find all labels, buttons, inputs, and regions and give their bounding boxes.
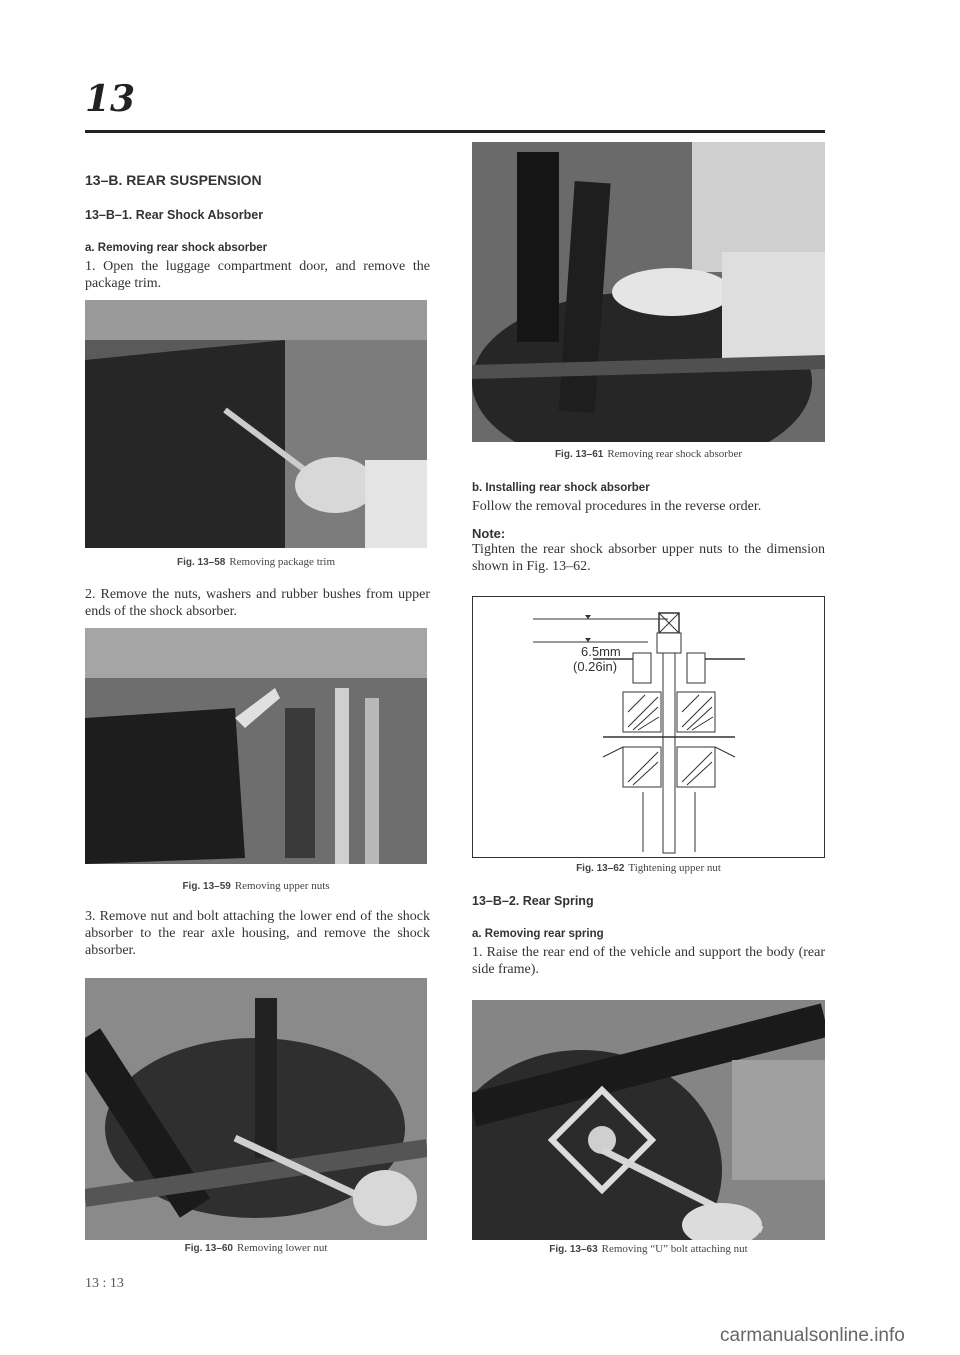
fig-61-text: Removing rear shock absorber <box>607 448 743 460</box>
photo-fig-60 <box>85 978 427 1240</box>
fig-63-number: Fig. 13–63 <box>549 1244 598 1255</box>
watermark-text: carmanualsonline.info <box>720 1325 905 1346</box>
subhead-removing-spring: a. Removing rear spring <box>472 928 604 940</box>
header-rule <box>85 130 825 133</box>
spring-step-1: 1. Raise the rear end of the vehicle and support the body (rear side frame). <box>472 945 825 977</box>
subsection-title: 13–B–1. Rear Shock Absorber <box>85 208 264 222</box>
fig-58-number: Fig. 13–58 <box>176 557 226 568</box>
fig-59-text: Removing upper nuts <box>234 880 330 892</box>
caption-fig-62 <box>472 862 825 874</box>
subsection-rear-spring: 13–B–2. Rear Spring <box>472 894 594 908</box>
install-text: Follow the removal procedures in the reverse order. <box>472 499 762 514</box>
fig-59-number: Fig. 13–59 <box>182 881 231 892</box>
fig-58-text: Removing package trim <box>229 556 336 568</box>
fig-63-text: Removing “U” bolt attaching nut <box>601 1243 748 1255</box>
caption-fig-61 <box>472 448 825 460</box>
fig-62-number: Fig. 13–62 <box>576 863 625 874</box>
chapter-number: 13 <box>85 78 136 120</box>
diagram-fig-62 <box>472 596 825 858</box>
caption-fig-63 <box>472 1243 825 1255</box>
note-label: Note: <box>472 526 506 541</box>
dimension-in: (0.26in) <box>573 659 618 674</box>
subhead-removing: a. Removing rear shock absorber <box>85 242 268 254</box>
photo-fig-63 <box>472 1000 825 1240</box>
caption-fig-58 <box>85 556 427 568</box>
section-title: 13–B. REAR SUSPENSION <box>85 172 262 188</box>
shock-mount-diagram <box>473 597 824 857</box>
fig-61-number: Fig. 13–61 <box>554 449 604 460</box>
fig-62-text: Tightening upper nut <box>628 862 721 874</box>
caption-fig-60 <box>85 1242 427 1254</box>
photo-fig-59 <box>85 628 427 864</box>
step-3: 3. Remove nut and bolt attaching the lower end of the shock absorber to the rear axle housing, and remove the shock absorber. <box>85 909 430 958</box>
step-2: 2. Remove the nuts, washers and rubber bushes from upper ends of the shock absorber. <box>85 587 430 619</box>
fig-60-text: Removing lower nut <box>236 1242 328 1254</box>
caption-fig-59 <box>85 880 427 892</box>
fig-60-number: Fig. 13–60 <box>184 1243 233 1254</box>
dimension-mm: 6.5mm <box>581 644 621 659</box>
subhead-installing: b. Installing rear shock absorber <box>472 482 650 494</box>
step-1: 1. Open the luggage compartment door, and remove the package trim. <box>85 259 430 291</box>
note-text: Tighten the rear shock absorber upper nuts to the dimension shown in Fig. 13–62. <box>472 542 825 574</box>
photo-fig-58 <box>85 300 427 548</box>
photo-fig-61 <box>472 142 825 442</box>
page-number: 13 : 13 <box>85 1276 124 1291</box>
